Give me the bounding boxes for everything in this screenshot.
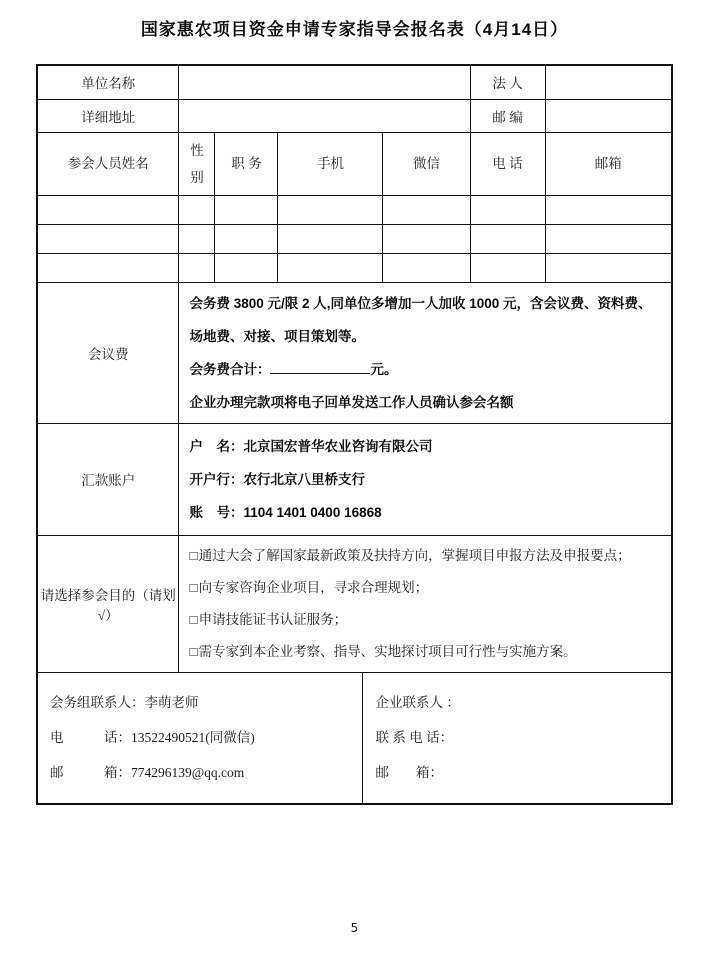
account-content-cell [179, 423, 672, 535]
header-email: 邮箱 [545, 132, 672, 195]
participant-row [37, 224, 672, 253]
fee-total-line: 会务费合计： 元。 [189, 353, 661, 386]
purpose-option: □需专家到本企业考察、指导、实地探讨项目可行性与实施方案。 [189, 643, 577, 659]
participant-gender-cell[interactable] [179, 195, 215, 224]
page-title: 国家惠农项目资金申请专家指导会报名表（4月14日） [140, 20, 569, 39]
company-phone[interactable]: 联 系 电 话： [375, 730, 454, 746]
organizer-contact-name: 会务组联系人：李萌老师 [49, 695, 199, 711]
fee-label: 会议费 [37, 282, 179, 423]
purpose-option: □向专家咨询企业项目，寻求合理规划； [189, 579, 429, 595]
checkbox-icon[interactable]: □ [189, 611, 198, 627]
organizer-email: 邮 箱：774296139@qq.com [49, 765, 245, 781]
address-row [37, 99, 672, 132]
participant-mobile-cell[interactable] [278, 224, 383, 253]
checkbox-icon[interactable]: □ [189, 643, 198, 659]
participant-title-cell[interactable] [215, 195, 278, 224]
participant-email-cell[interactable] [545, 195, 672, 224]
header-title: 职 务 [215, 132, 278, 195]
page-number: 5 [350, 921, 359, 935]
participant-email-cell[interactable] [545, 253, 672, 282]
header-participant-name: 参会人员姓名 [37, 132, 179, 195]
fee-total-blank[interactable] [270, 359, 370, 374]
participant-mobile-cell[interactable] [278, 253, 383, 282]
legal-person-field[interactable] [545, 65, 672, 99]
account-row [37, 423, 672, 535]
header-wechat: 微信 [383, 132, 470, 195]
fee-row [37, 282, 672, 423]
participant-gender-cell[interactable] [179, 224, 215, 253]
checkbox-icon[interactable]: □ [189, 579, 198, 595]
purpose-option: □申请技能证书认证服务； [189, 611, 348, 627]
purpose-content-cell [179, 535, 672, 672]
organizer-contact-cell [37, 672, 363, 804]
participant-name-cell[interactable] [37, 224, 179, 253]
header-gender: 性别 [179, 132, 215, 195]
legal-person-label: 法 人 [470, 65, 545, 99]
address-label: 详细地址 [37, 99, 179, 132]
participant-phone-cell[interactable] [470, 195, 545, 224]
participant-mobile-cell[interactable] [278, 195, 383, 224]
unit-name-field[interactable] [179, 65, 470, 99]
participants-header-row [37, 132, 672, 195]
company-contact-cell [363, 672, 672, 804]
registration-form-table [36, 64, 673, 805]
zip-field[interactable] [545, 99, 672, 132]
contacts-row [37, 672, 672, 804]
participant-wechat-cell[interactable] [383, 253, 470, 282]
checkbox-icon[interactable]: □ [189, 547, 198, 563]
participant-name-cell[interactable] [37, 195, 179, 224]
fee-description: 会务费 3800 元/限 2 人,同单位多增加一人加收 1000 元，含会议费、资料费、场地费、对接、项目策划等。 [189, 295, 652, 344]
company-email[interactable]: 邮 箱： [375, 765, 443, 781]
address-field[interactable] [179, 99, 470, 132]
participant-email-cell[interactable] [545, 224, 672, 253]
unit-name-row [37, 65, 672, 99]
participant-wechat-cell[interactable] [383, 224, 470, 253]
header-phone: 电 话 [470, 132, 545, 195]
participant-phone-cell[interactable] [470, 253, 545, 282]
participant-row [37, 253, 672, 282]
participant-phone-cell[interactable] [470, 224, 545, 253]
company-contact-name[interactable]: 企业联系人 ： [375, 695, 460, 711]
participant-wechat-cell[interactable] [383, 195, 470, 224]
header-mobile: 手机 [278, 132, 383, 195]
participant-name-cell[interactable] [37, 253, 179, 282]
account-holder: 户 名：北京国宏普华农业咨询有限公司 [189, 438, 433, 454]
organizer-phone: 电 话：13522490521(同微信) [49, 730, 255, 746]
unit-name-label: 单位名称 [37, 65, 179, 99]
participant-row [37, 195, 672, 224]
account-label: 汇款账户 [37, 423, 179, 535]
purpose-label: 请选择参会目的（请划√） [37, 535, 179, 672]
purpose-option: □通过大会了解国家最新政策及扶持方向，掌握项目申报方法及申报要点； [189, 547, 631, 563]
account-number: 账 号：1104 1401 0400 16868 [189, 504, 382, 520]
participant-title-cell[interactable] [215, 253, 278, 282]
participant-title-cell[interactable] [215, 224, 278, 253]
fee-content-cell [179, 282, 672, 423]
fee-note: 企业办理完款项将电子回单发送工作人员确认参会名额 [189, 394, 514, 410]
participant-gender-cell[interactable] [179, 253, 215, 282]
zip-label: 邮 编 [470, 99, 545, 132]
account-bank: 开户行：农行北京八里桥支行 [189, 471, 365, 487]
purpose-row [37, 535, 672, 672]
